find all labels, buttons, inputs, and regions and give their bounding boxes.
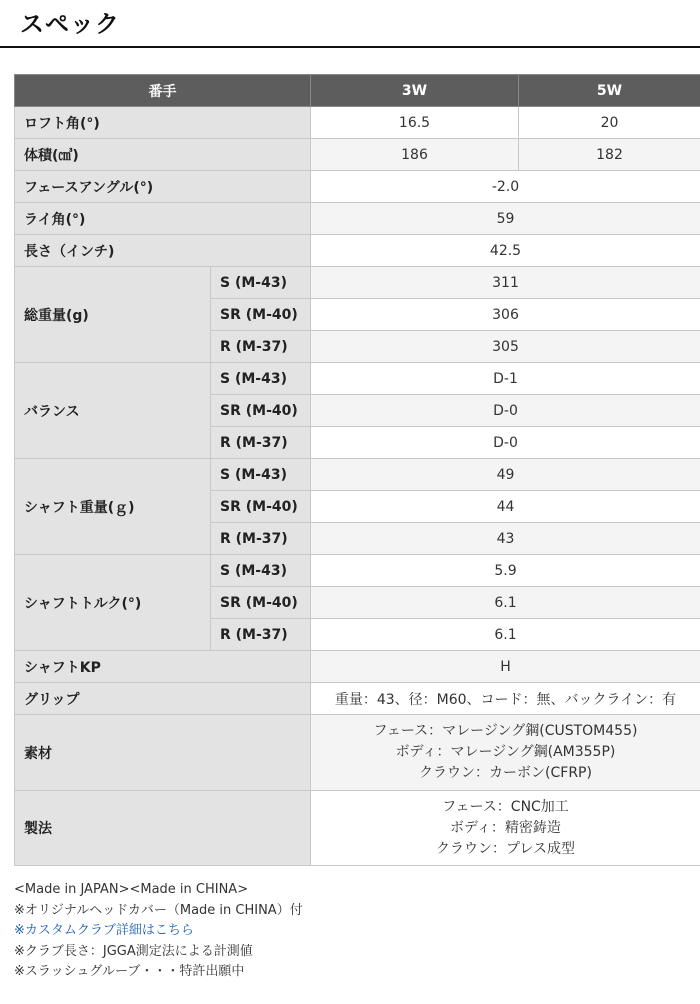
- cell-balance-sr: D-0: [311, 395, 700, 427]
- cell-shaft-torque-sr: 6.1: [311, 587, 700, 619]
- cell-balance-r: D-0: [311, 427, 700, 459]
- footer-notes: [14, 880, 303, 983]
- row-label-face-angle: フェースアングル(°): [15, 171, 311, 203]
- cell-shaft-weight-r: 43: [311, 523, 700, 555]
- table-row: [15, 715, 700, 791]
- row-label-shaft-kp: シャフトKP: [15, 651, 311, 683]
- table-header-row: [15, 75, 700, 107]
- manufacturing-line: ボディ：精密鋳造: [450, 819, 561, 836]
- flex-label: R (M-37): [211, 427, 311, 459]
- flex-label: SR (M-40): [211, 587, 311, 619]
- table-row: [15, 791, 700, 866]
- headcover-note: ※オリジナルヘッドカバー（Made in CHINA）付: [14, 902, 303, 918]
- cell-grip: 重量：43、径：M60、コード：無、バックライン：有: [311, 683, 700, 715]
- flex-label: R (M-37): [211, 331, 311, 363]
- manufacturing-line: フェース：CNC加工: [442, 798, 569, 815]
- flex-label: R (M-37): [211, 523, 311, 555]
- header-5w: 5W: [519, 75, 700, 107]
- origin-note: <Made in JAPAN><Made in CHINA>: [14, 882, 249, 897]
- cell-volume-5w: 182: [519, 139, 700, 171]
- cell-manufacturing: [311, 791, 700, 866]
- cell-face-angle: -2.0: [311, 171, 700, 203]
- flex-label: S (M-43): [211, 459, 311, 491]
- table-row: [15, 267, 700, 299]
- row-label-lie: ライ角(°): [15, 203, 311, 235]
- row-label-balance: バランス: [15, 363, 211, 459]
- row-label-grip: グリップ: [15, 683, 311, 715]
- row-label-material: 素材: [15, 715, 311, 791]
- manufacturing-line: クラウン：プレス成型: [435, 840, 576, 857]
- cell-shaft-kp: H: [311, 651, 700, 683]
- table-row: [15, 171, 700, 203]
- cell-loft-5w: 20: [519, 107, 700, 139]
- flex-label: SR (M-40): [211, 491, 311, 523]
- cell-total-weight-r: 305: [311, 331, 700, 363]
- table-row: [15, 459, 700, 491]
- table-row: [15, 363, 700, 395]
- table-row: [15, 203, 700, 235]
- table-row: [15, 651, 700, 683]
- row-label-volume: 体積(㎤): [15, 139, 311, 171]
- material-line: ボディ：マレージング鋼(AM355P): [395, 744, 616, 760]
- flex-label: S (M-43): [211, 555, 311, 587]
- row-label-total-weight: 総重量(g): [15, 267, 211, 363]
- cell-shaft-torque-r: 6.1: [311, 619, 700, 651]
- title-divider: [0, 46, 700, 48]
- cell-length: 42.5: [311, 235, 700, 267]
- table-row: [15, 555, 700, 587]
- page-title: スペック: [20, 10, 120, 38]
- cell-total-weight-s: 311: [311, 267, 700, 299]
- material-line: クラウン：カーボン(CFRP): [419, 765, 592, 781]
- cell-material: [311, 715, 700, 791]
- cell-total-weight-sr: 306: [311, 299, 700, 331]
- flex-label: SR (M-40): [211, 299, 311, 331]
- spec-table: [14, 74, 700, 866]
- custom-club-link[interactable]: ※カスタムクラブ詳細はこちら: [14, 923, 194, 938]
- cell-balance-s: D-1: [311, 363, 700, 395]
- cell-volume-3w: 186: [311, 139, 519, 171]
- header-3w: 3W: [311, 75, 519, 107]
- slash-groove-note: ※スラッシュグルーブ・・・特許出願中: [14, 964, 245, 979]
- flex-label: S (M-43): [211, 363, 311, 395]
- row-label-shaft-weight: シャフト重量(ｇ): [15, 459, 211, 555]
- table-row: [15, 139, 700, 171]
- flex-label: R (M-37): [211, 619, 311, 651]
- row-label-shaft-torque: シャフトトルク(°): [15, 555, 211, 651]
- header-club-number: 番手: [15, 75, 311, 107]
- cell-shaft-torque-s: 5.9: [311, 555, 700, 587]
- club-length-note: ※クラブ長さ：JGGA測定法による計測値: [14, 943, 253, 959]
- cell-shaft-weight-sr: 44: [311, 491, 700, 523]
- material-line: フェース：マレージング鋼(CUSTOM455): [373, 723, 638, 739]
- table-row: [15, 683, 700, 715]
- table-row: [15, 235, 700, 267]
- cell-lie: 59: [311, 203, 700, 235]
- cell-loft-3w: 16.5: [311, 107, 519, 139]
- flex-label: SR (M-40): [211, 395, 311, 427]
- row-label-loft: ロフト角(°): [15, 107, 311, 139]
- flex-label: S (M-43): [211, 267, 311, 299]
- table-row: [15, 107, 700, 139]
- row-label-length: 長さ（インチ): [15, 235, 311, 267]
- cell-shaft-weight-s: 49: [311, 459, 700, 491]
- row-label-manufacturing: 製法: [15, 791, 311, 866]
